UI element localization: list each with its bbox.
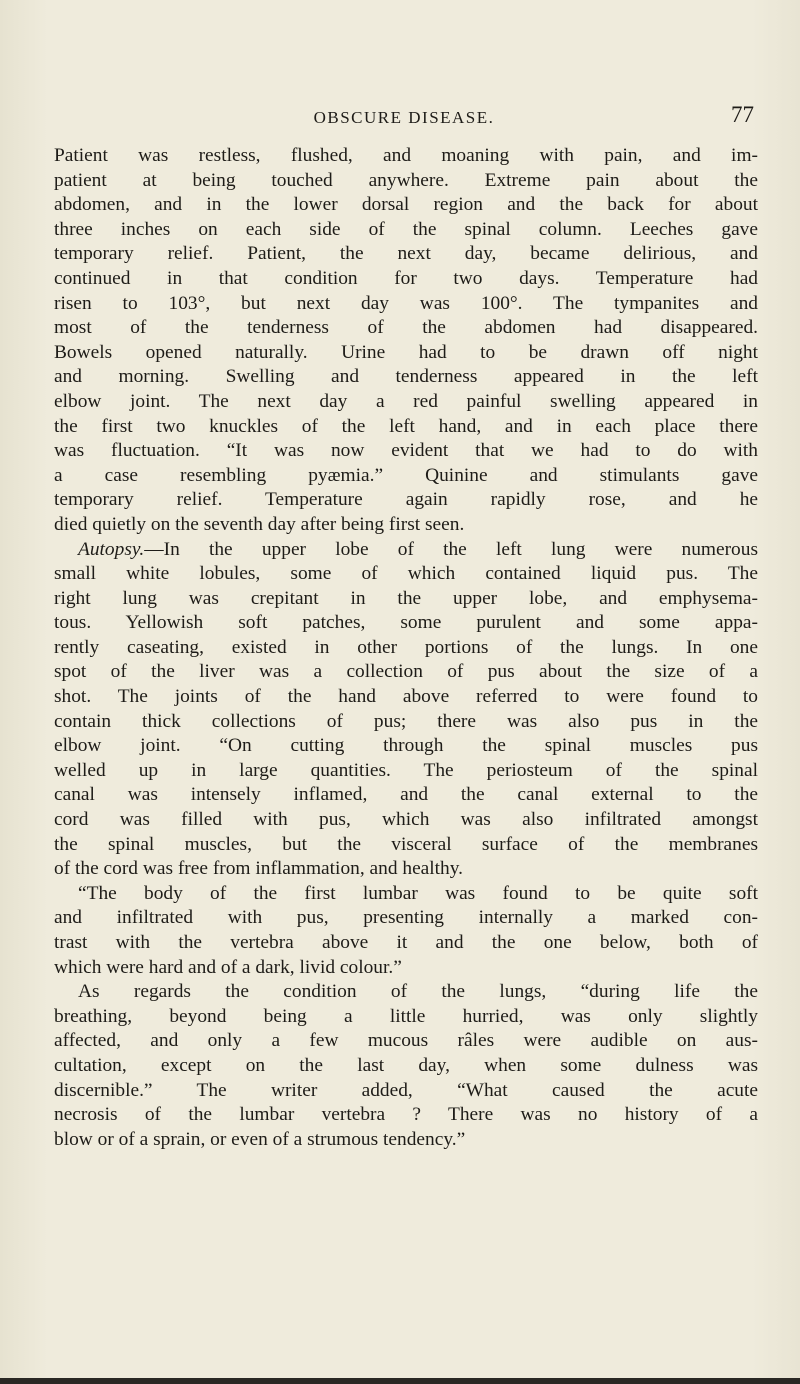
text-line-content: which were hard and of a dark, livid colour.” (54, 956, 402, 978)
running-head (54, 102, 754, 134)
text-line (54, 169, 758, 194)
text-line (54, 439, 758, 464)
text-line-content: the spinal muscles, but the visceral surface of the membranes (54, 833, 758, 855)
text-line (54, 931, 758, 956)
text-line-content: temporary relief. Temperature again rapidly rose, and he (54, 489, 758, 511)
text-line-content: most of the tenderness of the abdomen had disappeared. (54, 317, 758, 339)
text-line-content: affected, and only a few mucous râles were audible on aus- (54, 1030, 758, 1052)
text-line-content: right lung was crepitant in the upper lobe, and emphysema- (54, 587, 758, 609)
text-line-content: risen to 103°, but next day was 100°. The tympanites and (54, 292, 758, 314)
text-line-content: elbow joint. “On cutting through the spinal muscles pus (54, 735, 758, 757)
text-line (54, 562, 758, 587)
page-number: 77 (731, 102, 754, 127)
text-line-content: breathing, beyond being a little hurried, was only slightly (54, 1005, 758, 1027)
text-line-content: necrosis of the lumbar vertebra ? There was no history of a (54, 1104, 758, 1126)
text-line-content: Patient was restless, flushed, and moaning with pain, and im- (54, 145, 758, 166)
text-line-content: spot of the liver was a collection of pus about the size of a (54, 661, 758, 683)
text-line-content: was fluctuation. “It was now evident that we had to do with (54, 440, 758, 462)
text-line (54, 390, 758, 415)
text-line (54, 685, 758, 710)
text-line (54, 759, 758, 784)
text-line (54, 1029, 758, 1054)
text-line (54, 341, 758, 366)
text-line-content: tous. Yellowish soft patches, some purulent and some appa- (54, 612, 758, 634)
text-line-content: the first two knuckles of the left hand, and in each place there (54, 415, 758, 437)
text-line (54, 365, 758, 390)
text-line (54, 611, 758, 636)
text-line (54, 906, 758, 931)
text-line (54, 956, 758, 981)
text-line-content: patient at being touched anywhere. Extreme pain about the (54, 169, 758, 191)
text-line (54, 538, 758, 563)
text-line (54, 882, 758, 907)
text-line (54, 1103, 758, 1128)
text-line-content: and morning. Swelling and tenderness appeared in the left (54, 366, 758, 388)
text-line-content: discernible.” The writer added, “What caused the acute (54, 1079, 758, 1101)
text-line-content: cord was filled with pus, which was also infiltrated amongst (54, 809, 758, 831)
text-line-content: elbow joint. The next day a red painful swelling appeared in (54, 390, 758, 412)
text-line-content: three inches on each side of the spinal column. Leeches gave (54, 218, 758, 240)
text-line (54, 808, 758, 833)
text-line (54, 660, 758, 685)
text-line-content: and infiltrated with pus, presenting internally a marked con- (54, 907, 758, 929)
text-line-content: shot. The joints of the hand above referred to were found to (54, 686, 758, 708)
text-line-content: died quietly on the seventh day after being first seen. (54, 513, 465, 535)
text-line (54, 1054, 758, 1079)
text-line-content: —In the upper lobe of the left lung were numerous (144, 538, 758, 560)
text-line-content: continued in that condition for two days. Temperature had (54, 267, 758, 289)
text-line (54, 488, 758, 513)
text-line (54, 242, 758, 267)
text-line-content: blow or of a sprain, or even of a strumous tendency.” (54, 1128, 466, 1150)
text-line-content: rently caseating, existed in other portions of the lungs. In one (54, 636, 758, 658)
text-line-content: abdomen, and in the lower dorsal region and the back for about (54, 194, 758, 216)
text-line-content: cultation, except on the last day, when some dulness was (54, 1054, 758, 1076)
text-line-content: small white lobules, some of which contained liquid pus. The (54, 563, 758, 585)
text-line (54, 587, 758, 612)
text-line (54, 513, 758, 538)
text-line (54, 980, 758, 1005)
text-line-content: of the cord was free from inflammation, and healthy. (54, 858, 464, 880)
text-line (54, 734, 758, 759)
text-line (54, 1079, 758, 1104)
text-line (54, 783, 758, 808)
text-line (54, 833, 758, 858)
section-heading-italic: Autopsy. (78, 538, 145, 560)
text-line-content: canal was intensely inflamed, and the canal external to the (54, 784, 758, 806)
text-line (54, 857, 758, 882)
text-line-content: As regards the condition of the lungs, “during life the (78, 981, 758, 1003)
text-line (54, 636, 758, 661)
running-title: OBSCURE DISEASE. (313, 108, 495, 127)
text-line (54, 415, 758, 440)
text-line (54, 292, 758, 317)
text-line (54, 710, 758, 735)
text-line (54, 218, 758, 243)
text-line-content: a case resembling pyæmia.” Quinine and stimulants gave (54, 464, 758, 486)
page-bottom-edge (0, 1378, 800, 1384)
text-line-content: temporary relief. Patient, the next day, became delirious, and (54, 243, 758, 265)
text-line-content: “The body of the first lumbar was found to be quite soft (78, 882, 758, 904)
text-line (54, 144, 758, 169)
text-line-content: welled up in large quantities. The periosteum of the spinal (54, 759, 758, 781)
text-line (54, 193, 758, 218)
body-text (54, 144, 758, 1152)
text-line (54, 316, 758, 341)
text-line-content: Bowels opened naturally. Urine had to be drawn off night (54, 341, 758, 363)
text-line (54, 464, 758, 489)
text-line (54, 1005, 758, 1030)
text-line-content: contain thick collections of pus; there was also pus in the (54, 710, 758, 732)
text-line (54, 1128, 758, 1153)
text-line-content: trast with the vertebra above it and the one below, both of (54, 932, 758, 953)
text-line (54, 267, 758, 292)
